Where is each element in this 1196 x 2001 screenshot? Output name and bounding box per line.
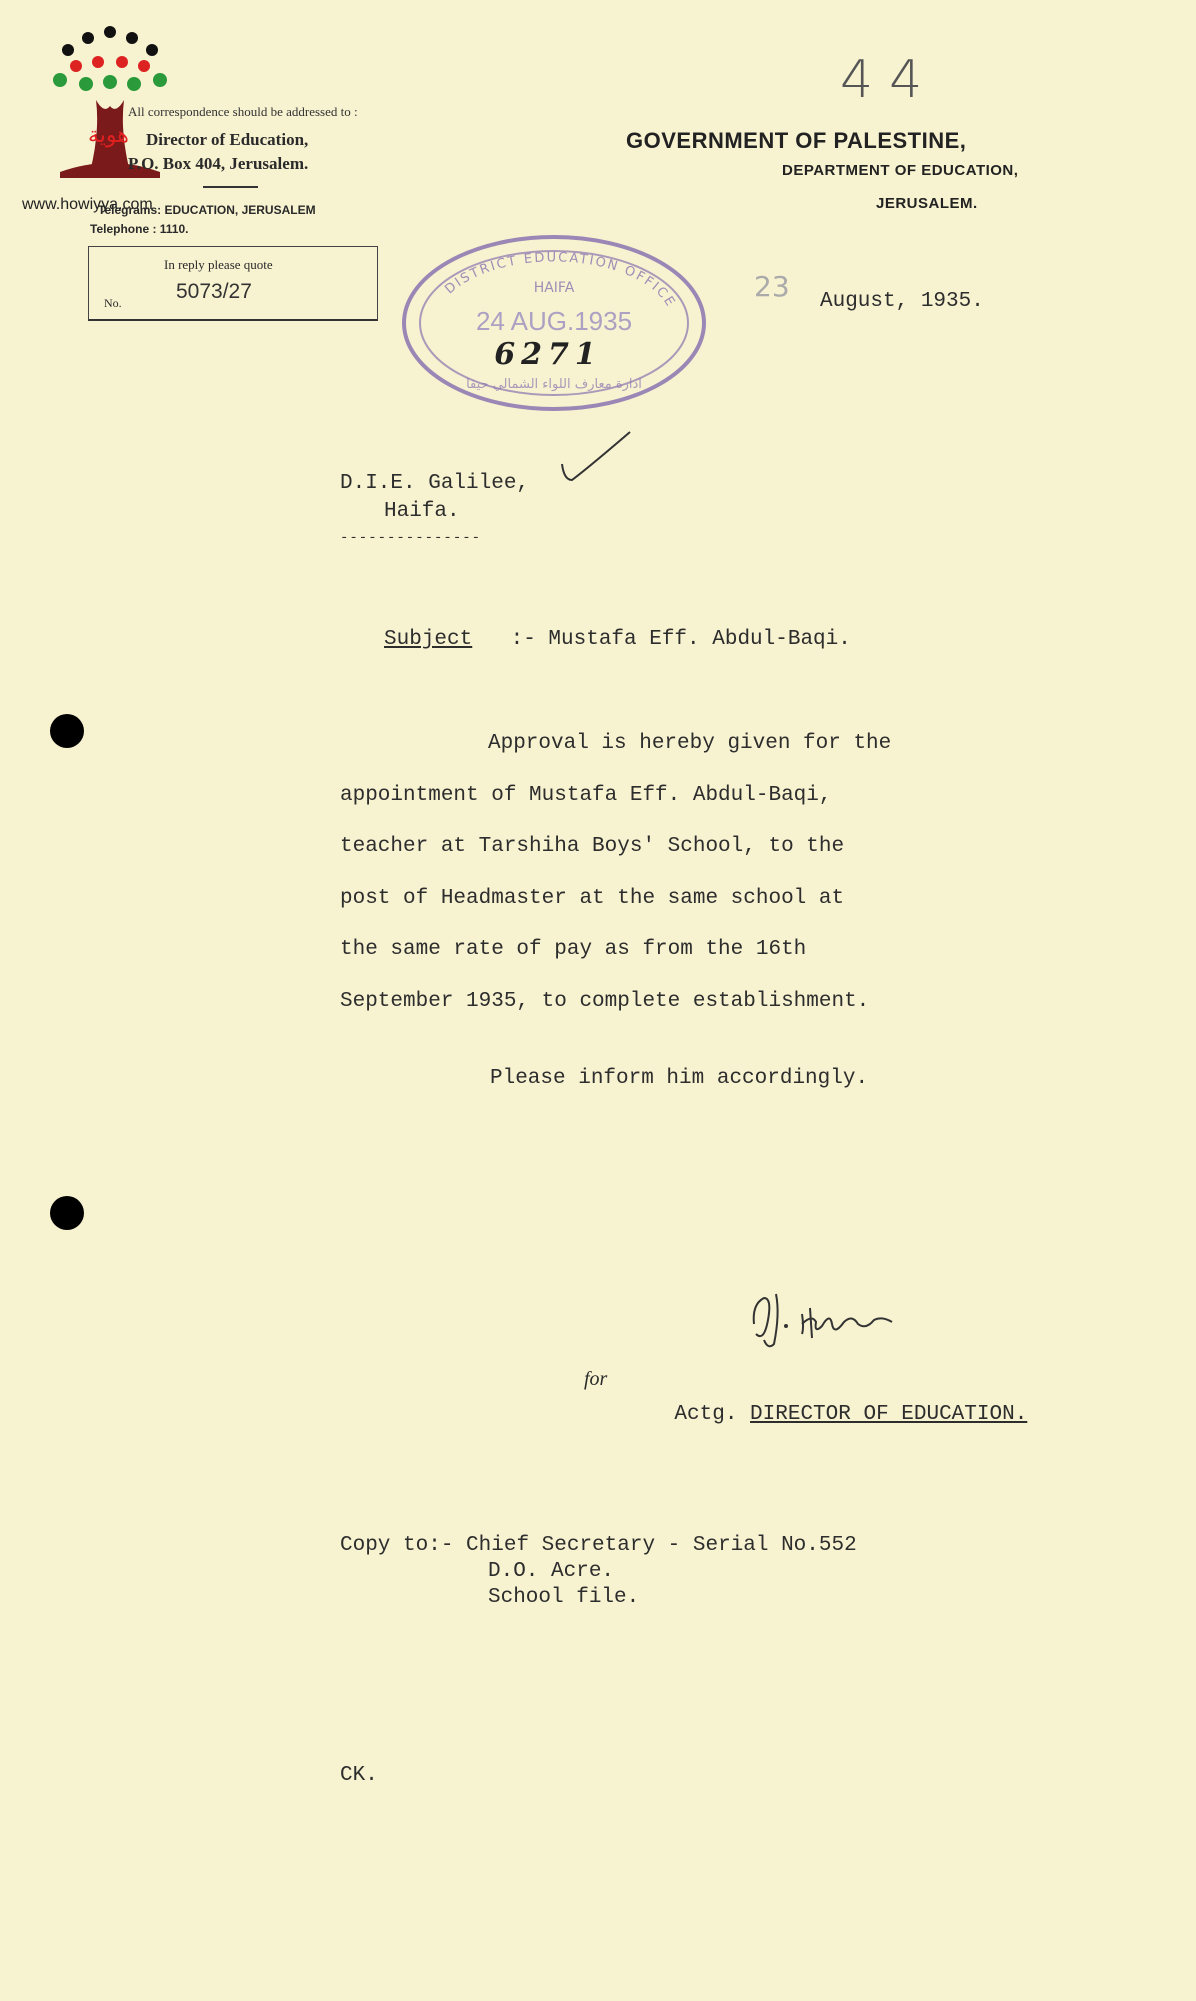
correspondence-label: All correspondence should be addressed to : (128, 104, 358, 119)
body-line: appointment of Mustafa Eff. Abdul-Baqi, (340, 784, 832, 807)
handwritten-signature (746, 1284, 936, 1354)
letter-date: August, 1935. (820, 290, 984, 313)
watermark-url[interactable]: www.howiyya.com (22, 196, 153, 213)
address-line-1: Director of Education, (146, 130, 309, 149)
body-line: Approval is hereby given for the (488, 732, 892, 755)
addressee-line-1: D.I.E. Galilee, (340, 472, 530, 495)
signature-for: for (584, 1368, 608, 1390)
copy-to-recipient: D.O. Acre. (488, 1560, 615, 1583)
telephone-line: Telephone : 1110. (90, 222, 189, 236)
subject-label: Subject (384, 628, 473, 651)
signature-title-role: DIRECTOR OF EDUCATION. (750, 1403, 1028, 1426)
stamp-date: 24 AUG.1935 (475, 306, 633, 336)
punch-hole-top (50, 714, 84, 748)
logo-text: هوية (88, 123, 129, 148)
signature-title-prefix: Actg. (674, 1403, 738, 1426)
date-day-stamp: 23 (754, 270, 790, 303)
department-title: DEPARTMENT OF EDUCATION, (782, 162, 1019, 179)
signature-title (624, 1380, 1027, 1449)
subject-text: :- Mustafa Eff. Abdul-Baqi. (498, 628, 851, 651)
stamp-arabic-text: ادارة معارف اللواء الشمالي حيفا (466, 377, 642, 392)
reply-number: 5073/27 (176, 280, 252, 303)
stamp-reference-number: 6271 (494, 337, 602, 372)
copy-to-line (340, 1534, 857, 1557)
city-title: JERUSALEM. (876, 195, 978, 212)
body-line: September 1935, to complete establishment. (340, 990, 870, 1013)
copy-to-label: Copy to:- (340, 1534, 454, 1557)
addressee-rule: --------------- (340, 530, 482, 546)
copy-to-recipient: Chief Secretary - Serial No.552 (466, 1534, 857, 1557)
body-line: the same rate of pay as from the 16th (340, 938, 807, 961)
checkmark-icon (558, 428, 634, 488)
page-number: 44 (840, 50, 939, 110)
reply-quote-label: In reply please quote (164, 257, 273, 272)
punch-hole-bottom (50, 1196, 84, 1230)
addressee-line-2: Haifa. (384, 500, 460, 523)
closing-line: Please inform him accordingly. (490, 1067, 869, 1090)
government-title: GOVERNMENT OF PALESTINE, (626, 128, 967, 153)
received-stamp (398, 232, 710, 414)
typist-initials: CK. (340, 1764, 378, 1787)
body-line: post of Headmaster at the same school at (340, 887, 845, 910)
reply-no-label: No. (104, 296, 122, 310)
address-line-2: P.O. Box 404, Jerusalem. (128, 154, 309, 173)
stamp-top-text: DISTRICT EDUCATION OFFICE (442, 250, 679, 311)
letterhead-divider (203, 186, 258, 188)
copy-to-recipient: School file. (488, 1586, 640, 1609)
body-line: teacher at Tarshiha Boys' School, to the (340, 835, 845, 858)
telegrams-line: Telegrams: EDUCATION, JERUSALEM (98, 203, 316, 217)
stamp-city: HAIFA (533, 280, 575, 296)
